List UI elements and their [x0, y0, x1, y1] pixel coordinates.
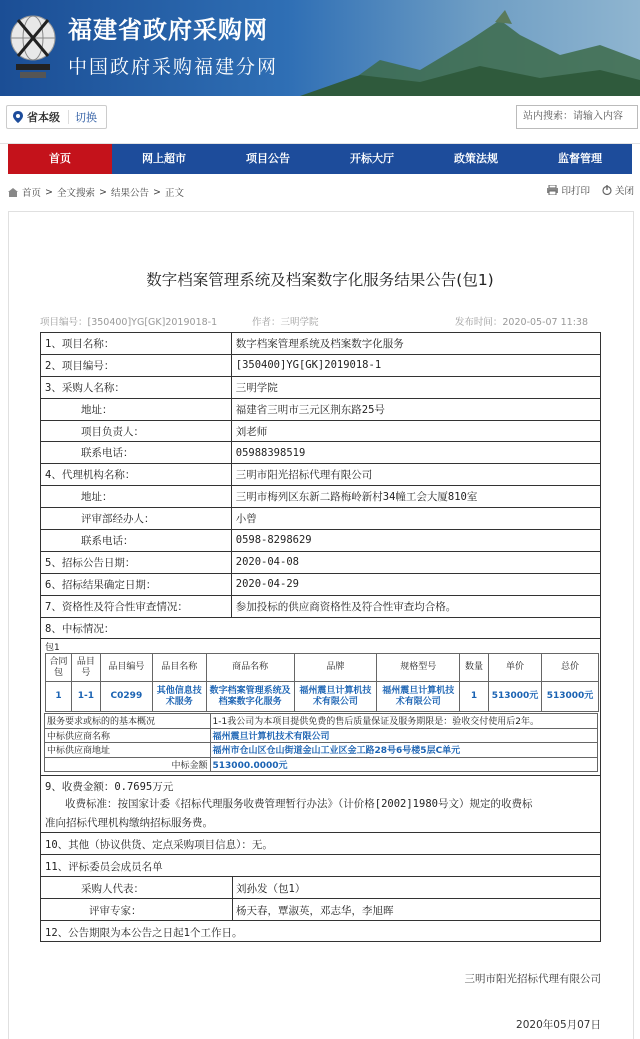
table-row	[45, 728, 598, 743]
row-label: 评审部经办人：	[41, 508, 232, 530]
breadcrumb-separator: >	[152, 186, 161, 198]
close-label: 关闭	[614, 186, 634, 197]
row-label: 联系电话：	[41, 530, 232, 552]
agency-signature: 三明市阳光招标代理有限公司	[464, 973, 601, 985]
row-label: 地址：	[41, 486, 232, 508]
divider	[68, 110, 69, 124]
main-nav	[8, 144, 632, 174]
nav-item-supervision[interactable]: 监督管理	[558, 152, 602, 165]
breadcrumb-current: 正文	[164, 188, 184, 199]
column-header: 单价	[489, 654, 542, 682]
breadcrumb-separator: >	[99, 186, 107, 198]
notice-period: 12、公告期限为本公告之日起1个工作日。	[45, 927, 243, 939]
table-row	[41, 530, 601, 552]
table-row	[41, 333, 601, 355]
breadcrumb-results[interactable]: 结果公告	[110, 188, 149, 199]
row-label: 地址：	[41, 398, 232, 420]
top-toolbar	[0, 96, 640, 144]
row-value: 三明市梅列区东新二路梅岭新村34幢工会大厦810室	[231, 486, 600, 508]
location-pin-icon	[13, 111, 23, 123]
row-value: 三明学院	[231, 376, 600, 398]
nav-item-online-mall[interactable]: 网上超市	[142, 152, 186, 165]
column-header: 品牌	[294, 654, 377, 682]
column-header: 合同包	[46, 654, 72, 682]
divider	[41, 854, 600, 855]
column-header: 商品名称	[206, 654, 294, 682]
package-table	[45, 653, 599, 712]
row-label: 项目负责人：	[41, 420, 232, 442]
nav-item-policies[interactable]: 政策法规	[454, 152, 498, 165]
table-cell: 其他信息技术服务	[152, 682, 206, 712]
supplier-table	[44, 713, 598, 772]
row-value: 参加投标的供应商资格性及符合性审查均合格。	[231, 595, 600, 617]
project-code-meta: 项目编号：[350400]YG[GK]2019018-1	[40, 317, 218, 328]
row-value: 2020-04-29	[231, 573, 600, 595]
nav-item-home[interactable]: 首页	[8, 144, 112, 174]
printer-icon	[547, 185, 558, 195]
table-row	[45, 714, 598, 729]
divider	[232, 876, 233, 920]
divider	[41, 898, 600, 899]
row-value: 2020-04-08	[231, 551, 600, 573]
print-button[interactable]	[547, 183, 590, 197]
table-cell: 福州震旦计算机技术有限公司	[377, 682, 460, 712]
row-label: 中标供应商地址	[45, 743, 211, 758]
table-cell: 1	[46, 682, 72, 712]
site-search-input[interactable]: 站内搜索：请输入内容	[516, 105, 638, 129]
table-row	[41, 508, 601, 530]
row-value: 1-1我公司为本项目提供免费的售后质量保证及服务期限是：验收交付使用后2年。	[210, 714, 597, 729]
table-cell: 数字档案管理系统及档案数字化服务	[206, 682, 294, 712]
table-row	[41, 595, 601, 617]
experts-label: 评审专家：	[89, 905, 142, 917]
row-label: 中标金额	[45, 757, 211, 772]
table-cell: 福州震旦计算机技术有限公司	[294, 682, 377, 712]
other-info: 10、其他（协议供货、定点采购项目信息）：无。	[45, 839, 273, 851]
table-row	[41, 398, 601, 420]
table-row	[41, 354, 601, 376]
divider	[41, 920, 600, 921]
notice-lower-section	[40, 776, 601, 942]
table-row	[41, 464, 601, 486]
table-row	[41, 486, 601, 508]
row-label: 8、中标情况：	[41, 617, 601, 639]
table-row	[41, 617, 601, 639]
row-label: 7、资格性及符合性审查情况：	[41, 595, 232, 617]
breadcrumb-search[interactable]: 全文搜索	[56, 188, 95, 199]
buyer-rep-value: 刘孙发（包1）	[236, 883, 306, 895]
page-title: 数字档案管理系统及档案数字化服务结果公告(包1)	[146, 271, 494, 289]
row-label: 5、招标公告日期：	[41, 551, 232, 573]
row-label: 中标供应商名称	[45, 728, 211, 743]
site-title: 福建省政府采购网	[68, 16, 268, 44]
buyer-rep-label: 采购人代表：	[81, 883, 144, 895]
fee-standard-line-1: 收费标准：按国家计委《招标代理服务收费管理暂行办法》（计价格[2002]1980号文）规定的收费标	[65, 798, 533, 810]
switch-region-button[interactable]: 切换	[75, 111, 97, 124]
table-row	[46, 682, 599, 712]
table-row	[41, 442, 601, 464]
divider	[41, 876, 600, 877]
nav-item-bid-hall[interactable]: 开标大厅	[350, 152, 394, 165]
row-value: 513000.0000元	[210, 757, 597, 772]
table-row	[41, 420, 601, 442]
notice-date: 2020年05月07日	[516, 1019, 601, 1031]
row-label: 4、代理机构名称：	[41, 464, 232, 486]
row-label: 2、项目编号：	[41, 354, 232, 376]
table-cell: C0299	[100, 682, 152, 712]
close-button[interactable]	[602, 183, 634, 197]
table-row	[45, 743, 598, 758]
column-header: 规格型号	[377, 654, 460, 682]
print-label: 印打印	[561, 186, 590, 197]
region-label: 省本级	[27, 111, 60, 124]
table-row	[41, 551, 601, 573]
breadcrumb-home[interactable]: 首页	[22, 188, 42, 199]
table-cell: 1-1	[71, 682, 100, 712]
row-label: 1、项目名称：	[41, 333, 232, 355]
row-value: 福州市仓山区仓山街道金山工业区金工路28号6号楼5层C单元	[210, 743, 597, 758]
site-subtitle: 中国政府采购福建分网	[68, 56, 279, 78]
committee-title: 11、评标委员会成员名单	[45, 861, 163, 873]
row-value: [350400]YG[GK]2019018-1	[231, 354, 600, 376]
home-icon	[8, 188, 18, 197]
experts-value: 杨天春，覃淑英，邓志华，李旭晖	[236, 905, 394, 917]
notice-info-table	[40, 332, 601, 639]
table-row	[41, 376, 601, 398]
table-row	[41, 573, 601, 595]
row-value: 数字档案管理系统及档案数字化服务	[231, 333, 600, 355]
table-row	[45, 757, 598, 772]
row-value: 福建省三明市三元区荆东路25号	[231, 398, 600, 420]
row-value: 福州震旦计算机技术有限公司	[210, 728, 597, 743]
divider	[41, 832, 600, 833]
table-cell: 513000元	[489, 682, 542, 712]
breadcrumb-bar	[0, 174, 640, 208]
row-value: 三明市阳光招标代理有限公司	[231, 464, 600, 486]
row-value: 小曾	[231, 508, 600, 530]
row-value: 05988398519	[231, 442, 600, 464]
package-header-row	[46, 654, 599, 682]
column-header: 品目名称	[152, 654, 206, 682]
fee-amount: 9、收费金额：0.7695万元	[45, 781, 174, 793]
site-banner	[0, 0, 640, 96]
column-header: 数量	[460, 654, 489, 682]
nav-item-project-notices[interactable]: 项目公告	[246, 152, 290, 165]
table-cell: 513000元	[541, 682, 598, 712]
column-header: 品目编号	[100, 654, 152, 682]
row-label: 6、招标结果确定日期：	[41, 573, 232, 595]
author-meta: 作者：三明学院	[252, 317, 319, 328]
region-selector[interactable]	[6, 105, 107, 129]
row-value: 0598-8298629	[231, 530, 600, 552]
column-header: 总价	[541, 654, 598, 682]
column-header: 品目号	[71, 654, 100, 682]
table-cell: 1	[460, 682, 489, 712]
publish-time-meta: 发布时间：2020-05-07 11:38	[454, 317, 588, 328]
page-tools	[547, 183, 634, 197]
government-emblem-logo	[8, 10, 58, 84]
fee-standard-line-2: 准向招标代理机构缴纳招标服务费。	[45, 817, 213, 829]
package-label: 包1	[45, 643, 60, 653]
row-value: 刘老师	[231, 420, 600, 442]
row-label: 联系电话：	[41, 442, 232, 464]
row-label: 服务要求或标的的基本概况	[45, 714, 211, 729]
row-label: 3、采购人名称：	[41, 376, 232, 398]
breadcrumb	[8, 185, 184, 199]
breadcrumb-separator: >	[45, 186, 53, 198]
power-close-icon	[602, 185, 612, 195]
